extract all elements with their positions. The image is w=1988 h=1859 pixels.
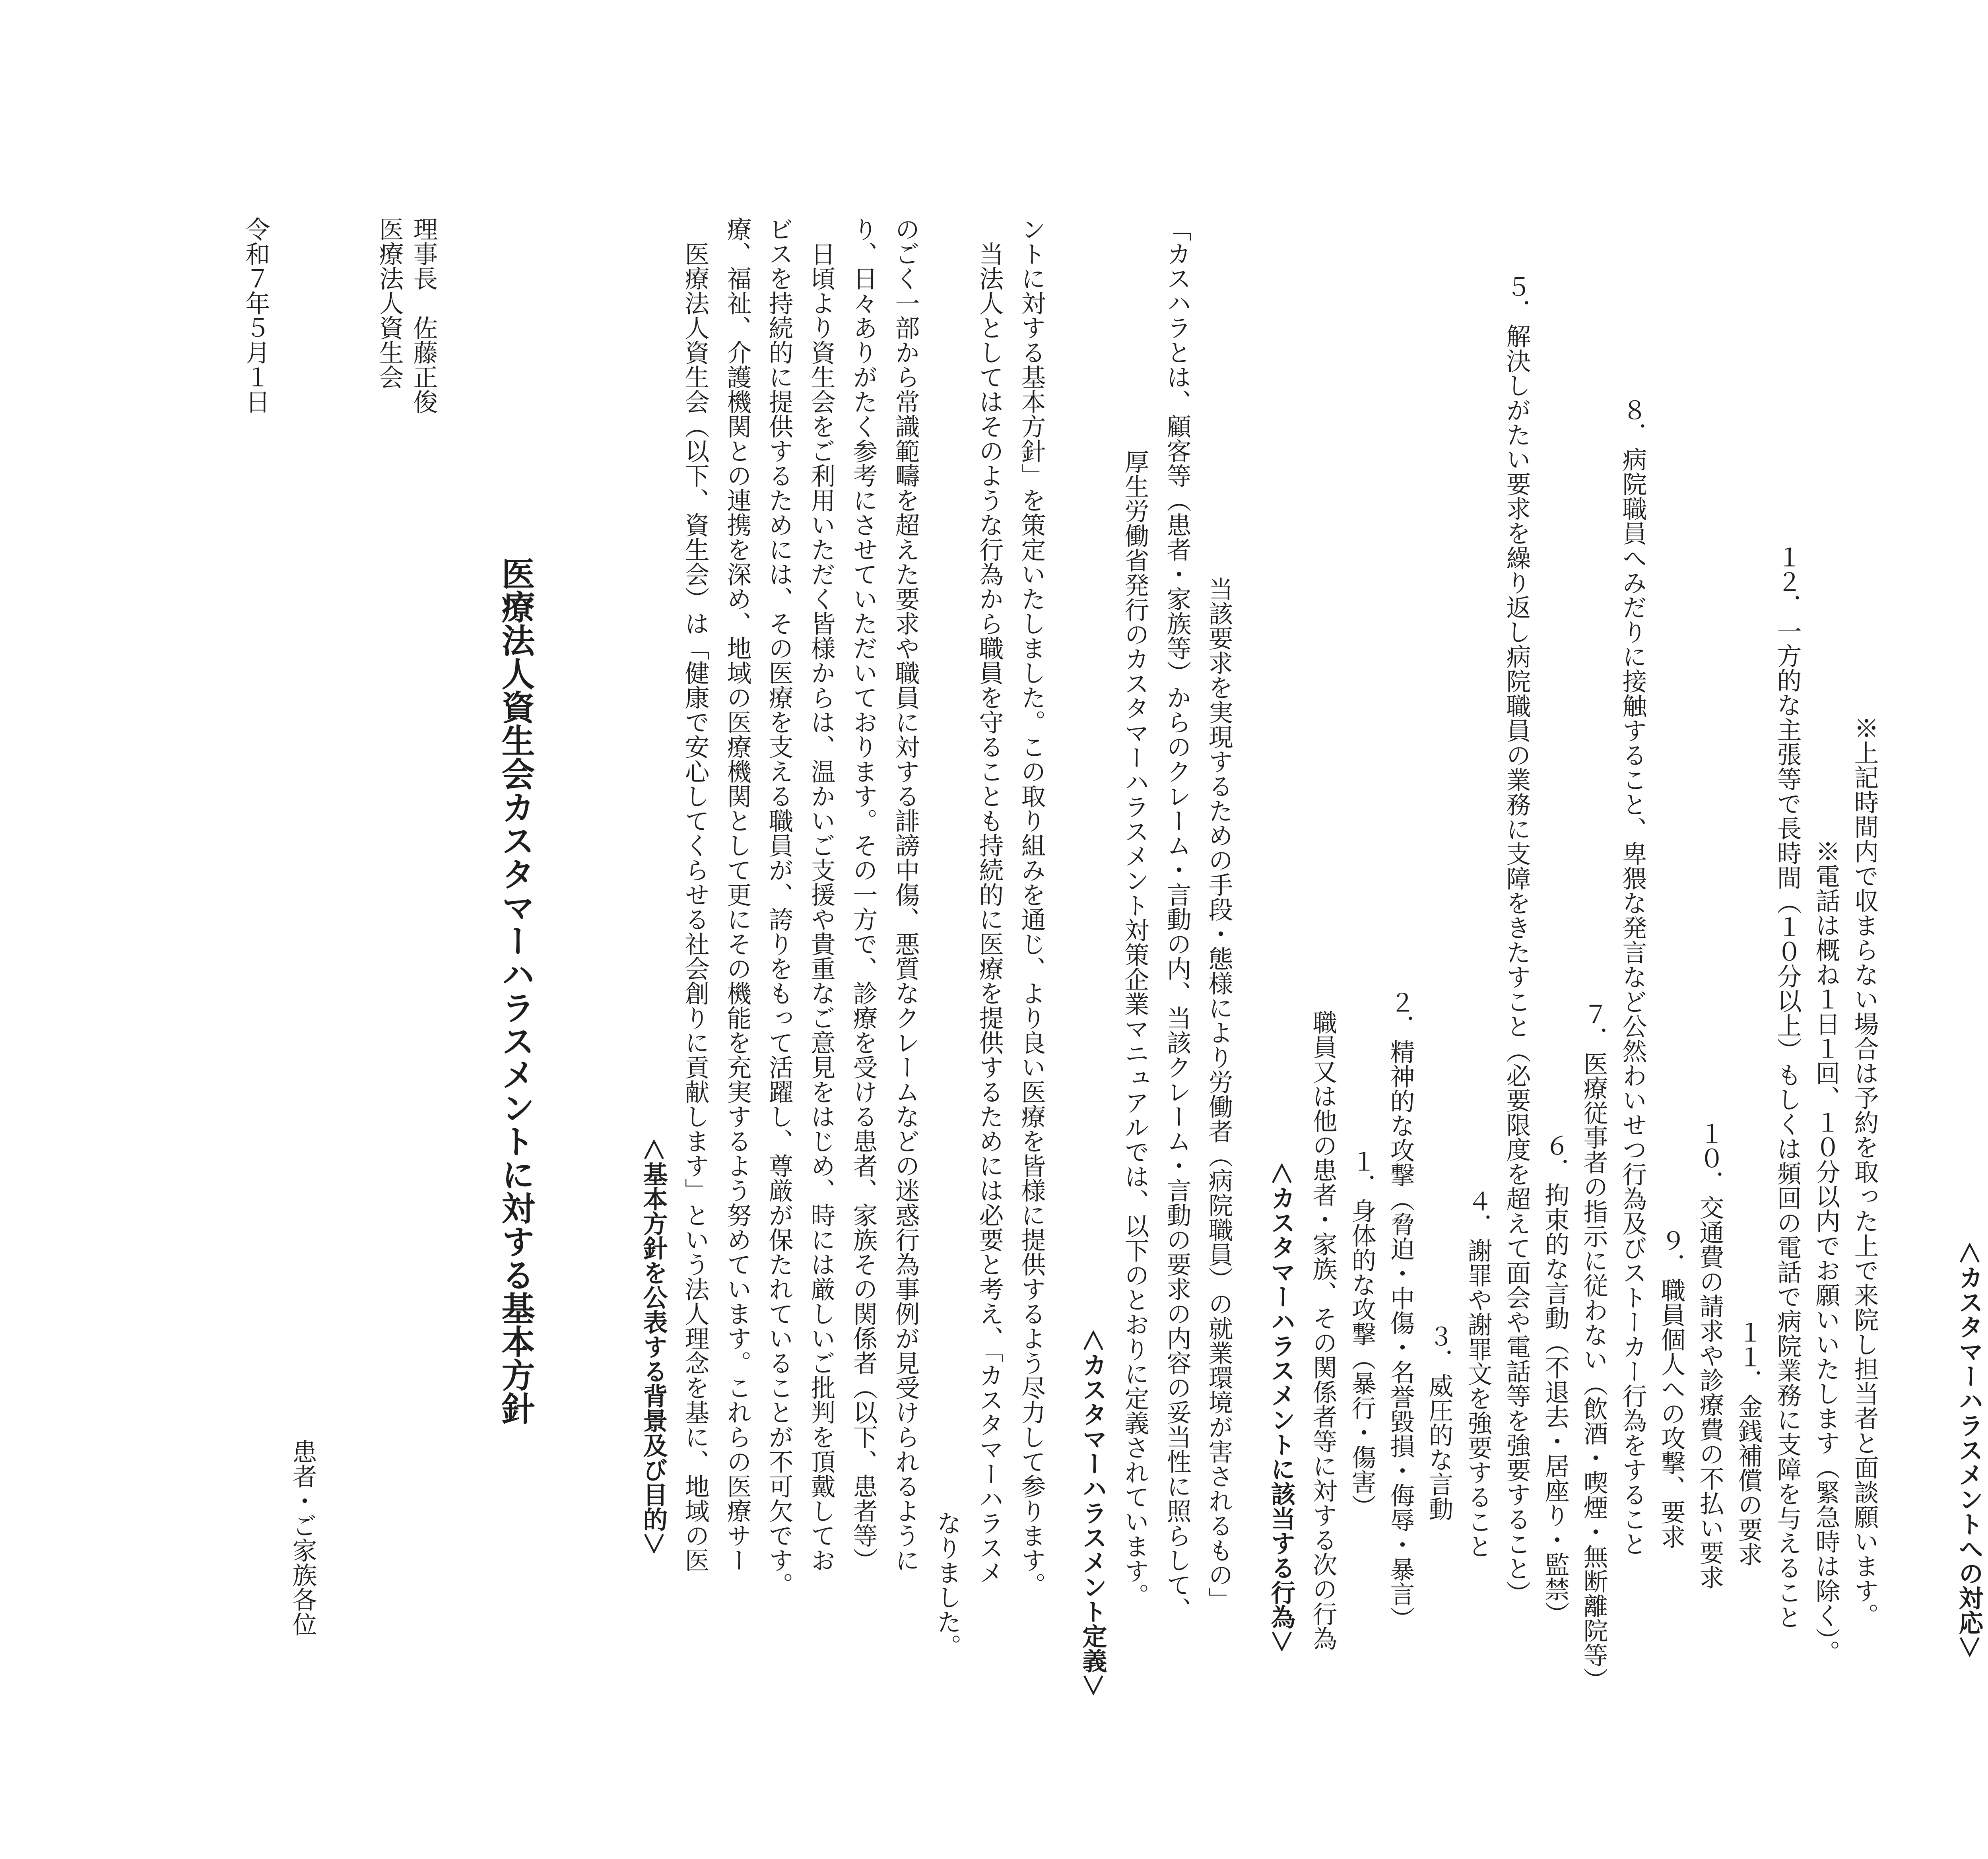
section-heading: ＜カスタマーハラスメントへの対応＞	[1955, 1240, 1984, 1659]
body-line: ビスを持続的に提供するためには、その医療を支える職員が、誇りをもって活躍し、尊厳が保たれていることが不可欠です。	[765, 217, 794, 1597]
body-line: なりました。	[933, 1511, 962, 1659]
body-line: 日頃より資生会をご利用いただく皆様からは、温かいご支援や貴重なご意見をはじめ、時には厳しいご批判を頂戴してお	[807, 217, 836, 1572]
note-line: ※上記時間内で収まらない場合は予約を取った上で来院し担当者と面談願います。	[1850, 716, 1879, 1628]
section-heading: ＜カスタマーハラスメント定義＞	[1078, 1328, 1107, 1698]
list-item: ９．職員個人への攻撃、要求	[1657, 1228, 1686, 1549]
body-line: 療、福祉、介護機関との連携を深め、地域の医療機関として更にその機能を充実するよう努めています。これらの医療サー	[723, 217, 752, 1572]
list-item: ７．医療従事者の指示に従わない（飲酒・喫煙・無断離院等）	[1579, 1002, 1608, 1692]
list-item: １．身体的な攻撃（暴行・傷害）	[1347, 1149, 1376, 1519]
document-date: 令和７年５月１日	[241, 217, 270, 414]
body-line: 当法人としてはそのような行為から職員を守ることも持続的に医療を提供するためには必要と考え、「カスタマーハラスメ	[975, 217, 1004, 1585]
section-heading: ＜基本方針を公表する背景及び目的＞	[639, 1137, 668, 1556]
list-item: １１．金銭補償の要求	[1734, 1320, 1763, 1566]
note-line: ※電話は概ね１日１回、１０分以内でお願いいたします（緊急時は除く）。	[1811, 839, 1840, 1665]
list-item: ２．精神的な攻撃（脅迫・中傷・名誉毀損・侮辱・暴言）	[1386, 990, 1415, 1631]
body-line: 厚生労働省発行のカスタマーハラスメント対策企業マニュアルでは、以下のとおりに定義されています。	[1120, 449, 1149, 1608]
section-heading: ＜カスタマーハラスメントに該当する行為＞	[1267, 1161, 1296, 1654]
body-line: 医療法人資生会（以下、資生会）は「健康で安心してくらせる社会創りに貢献します」という法人理念を基に、地域の医	[681, 217, 710, 1572]
body-line: 「カスハラとは、顧客等（患者・家族等）からのクレーム・言動の内、当該クレーム・言動の要求の内容の妥当性に照らして、	[1163, 217, 1192, 1622]
list-item: ３．威圧的な言動	[1425, 1324, 1454, 1521]
issuer-organization: 医療法人資生会	[375, 217, 404, 389]
list-item: ８．病院職員へみだりに接触すること、卑猥な発言など公然わいせつ行為及びストーカー行為をすること	[1618, 398, 1647, 1556]
list-item: ５．解決しがたい要求を繰り返し病院職員の業務に支障をきたすこと（必要限度を超えて面会や電話等を強要すること）	[1502, 274, 1531, 1605]
addressee: 患者・ご家族各位	[288, 1439, 317, 1636]
body-line: り、日々ありがたく参考にさせていただいております。その一方で、診療を受ける患者、家族その関係者（以下、患者等）	[849, 217, 878, 1572]
issuer-person: 理事長 佐藤正俊	[409, 217, 438, 414]
body-line: のごく一部から常識範疇を超えた要求や職員に対する誹謗中傷、悪質なクレームなどの迷惑行為事例が見受けられるように	[891, 217, 920, 1572]
list-item: １０．交通費の請求や診療費の不払い要求	[1695, 1121, 1724, 1589]
body-line: 職員又は他の患者・家族、その関係者等に対する次の行為	[1309, 1010, 1338, 1651]
list-item: １２．一方的な主張等で長時間（１０分以上）もしくは頻回の電話で病院業務に支障を与えること	[1773, 545, 1802, 1629]
document-title: 医療法人資生会カスタマーハラスメントに対する基本方針	[496, 557, 536, 1425]
list-item: ６．拘束的な言動（不退去・居座り・監禁）	[1541, 1133, 1570, 1626]
body-line: 当該要求を実現するための手段・態様により労働者（病院職員）の就業環境が害されるもの」	[1204, 576, 1233, 1612]
list-item: ４．謝罪や謝罪文を強要すること	[1464, 1189, 1493, 1558]
body-line: ントに対する基本方針」を策定いたしました。この取り組みを通じ、より良い医療を皆様に提供するよう尽力して参ります。	[1017, 217, 1046, 1597]
